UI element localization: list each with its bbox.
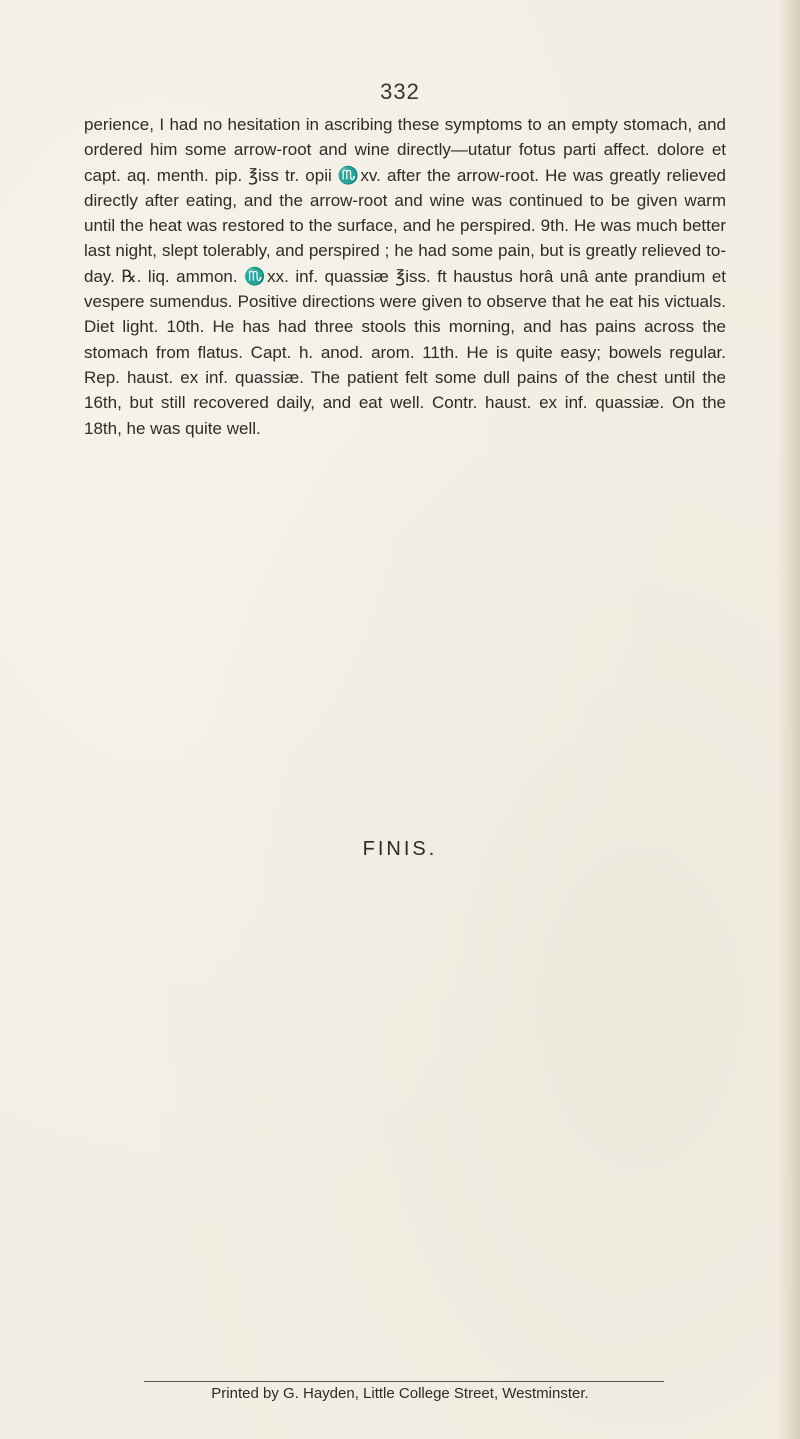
finis-heading: FINIS. [362, 838, 438, 860]
body-paragraph: perience, I had no hesitation in ascribing these symptoms to an empty stomach, and ordered him some arrow-root and wine directly—utatur fotus parti affect. dolore et capt. aq. menth. pip. ℥iss tr. opii ♏xv. after the arrow-root. He was greatly relieved directly after eating, and the arrow-root and wine was continued to be given warm until the heat was restored to the surface, and he perspired. 9th. He was much better last night, slept tolerably, and perspired ; he had some pain, but is greatly relieved to-day. ℞. liq. ammon. ♏xx. inf. quassiæ ℥iss. ft haustus horâ unâ ante prandium et vespere sumendus. Positive directions were given to observe that he eat his victuals. Diet light. 10th. He has had three stools this morning, and has pains across the stomach from flatus. Capt. h. anod. arom. 11th. He is quite easy; bowels regular. Rep. haust. ex inf. quassiæ. The patient felt some dull pains of the chest until the 16th, but still recovered daily, and eat well. Contr. haust. ex inf. quassiæ. On the 18th, he was quite well. [84, 115, 726, 438]
imprint-rule [144, 1381, 664, 1382]
printer-imprint: Printed by G. Hayden, Little College Street, Westminster. [211, 1385, 589, 1402]
page-number: 332 [380, 79, 420, 104]
page-edge-shadow [778, 0, 800, 1439]
